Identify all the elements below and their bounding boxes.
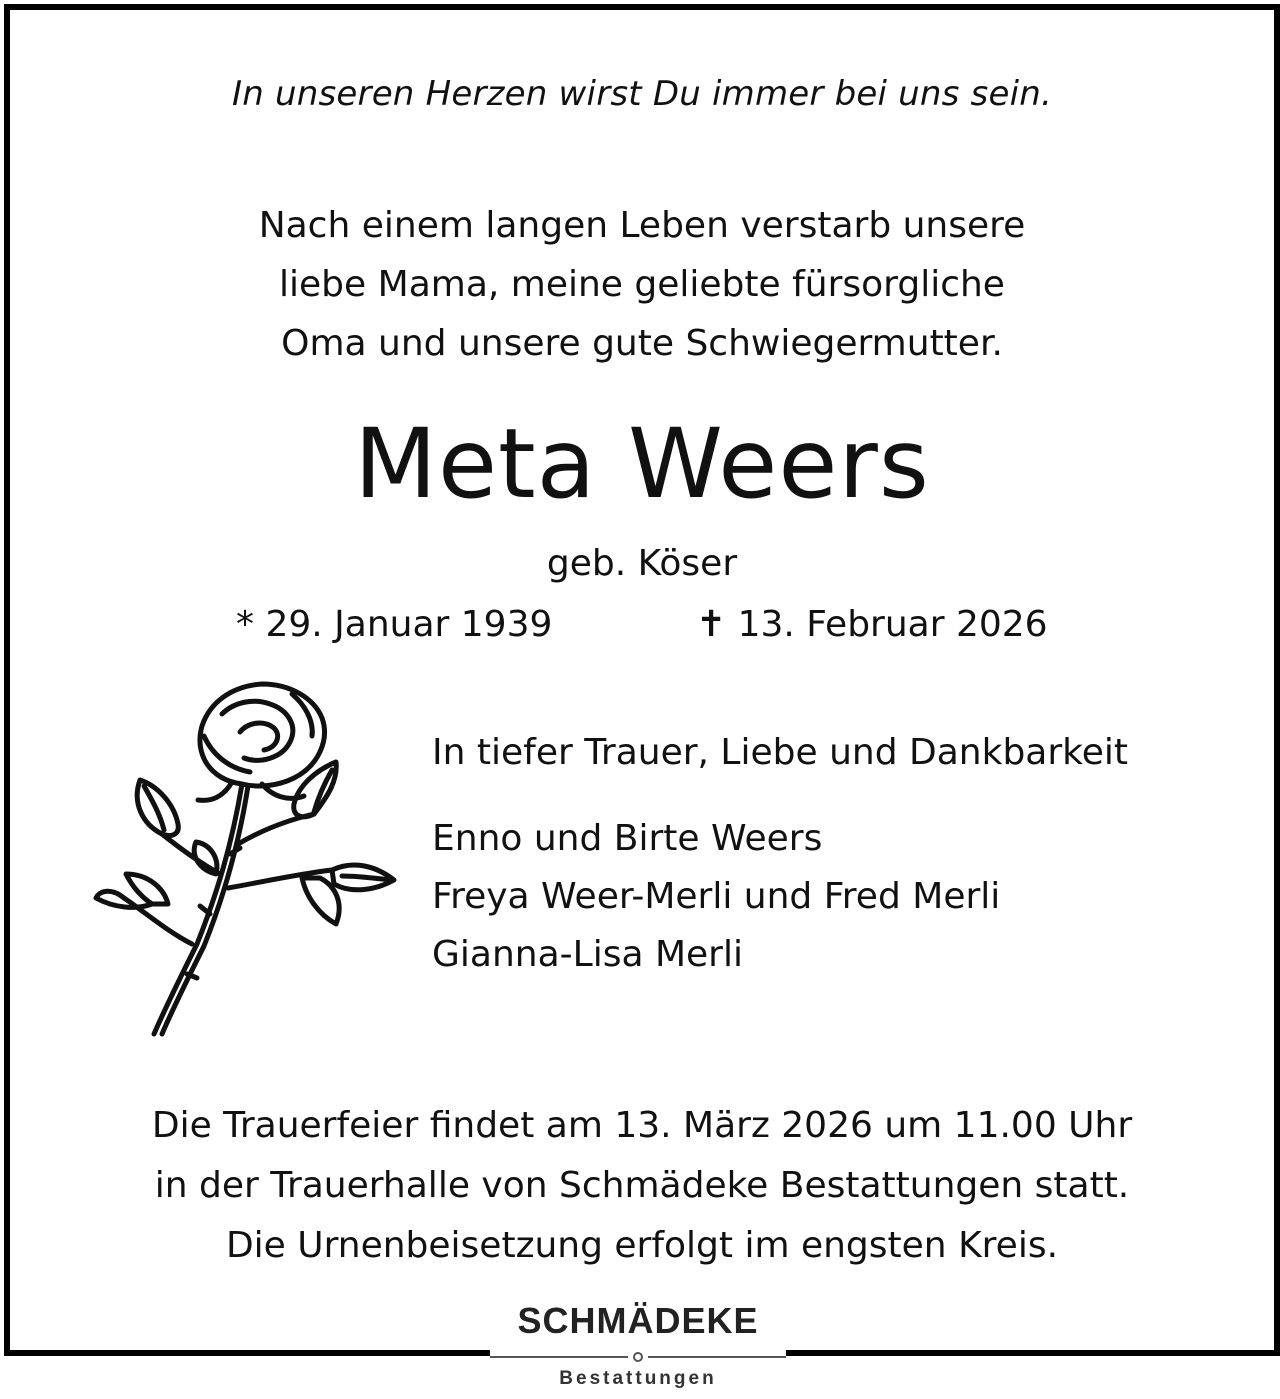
ceremony-text <box>10 1096 1274 1276</box>
family-member: Freya Weer-Merli und Fred Merli <box>432 876 1001 917</box>
logo-sub-text: Bestattungen <box>559 1368 717 1389</box>
birth-date: * 29. Januar 1939 <box>236 604 553 645</box>
deceased-name: Meta Weers <box>354 408 930 520</box>
funeral-home-logo <box>490 1288 786 1394</box>
mourning-line: In tiefer Trauer, Liebe und Dankbarkeit <box>432 732 1128 773</box>
death-date: ✝ 13. Februar 2026 <box>696 604 1048 645</box>
logo-main-text: SCHMÄDEKE <box>517 1300 759 1341</box>
intro-line: liebe Mama, meine geliebte fürsorgliche <box>279 264 1005 305</box>
ceremony-line: Die Urnenbeisetzung erfolgt im engsten Kreis. <box>225 1225 1059 1266</box>
intro-text <box>10 196 1274 373</box>
intro-line: Nach einem langen Leben verstarb unsere <box>258 205 1026 246</box>
family-list <box>432 810 1000 984</box>
ceremony-line: in der Trauerhalle von Schmädeke Bestattungen statt. <box>154 1165 1130 1206</box>
intro-line: Oma und unsere gute Schwiegermutter. <box>281 323 1003 364</box>
obituary-frame <box>4 4 1280 1356</box>
ceremony-line: Die Trauerfeier findet am 13. März 2026 um 11.00 Uhr <box>151 1105 1133 1146</box>
rose-icon <box>92 674 412 1044</box>
motto: In unseren Herzen wirst Du immer bei uns sein. <box>232 74 1052 114</box>
family-member: Gianna-Lisa Merli <box>432 934 743 975</box>
family-member: Enno und Birte Weers <box>432 818 823 859</box>
logo-ornament-icon <box>490 1352 786 1362</box>
maiden-name: geb. Köser <box>546 543 738 584</box>
